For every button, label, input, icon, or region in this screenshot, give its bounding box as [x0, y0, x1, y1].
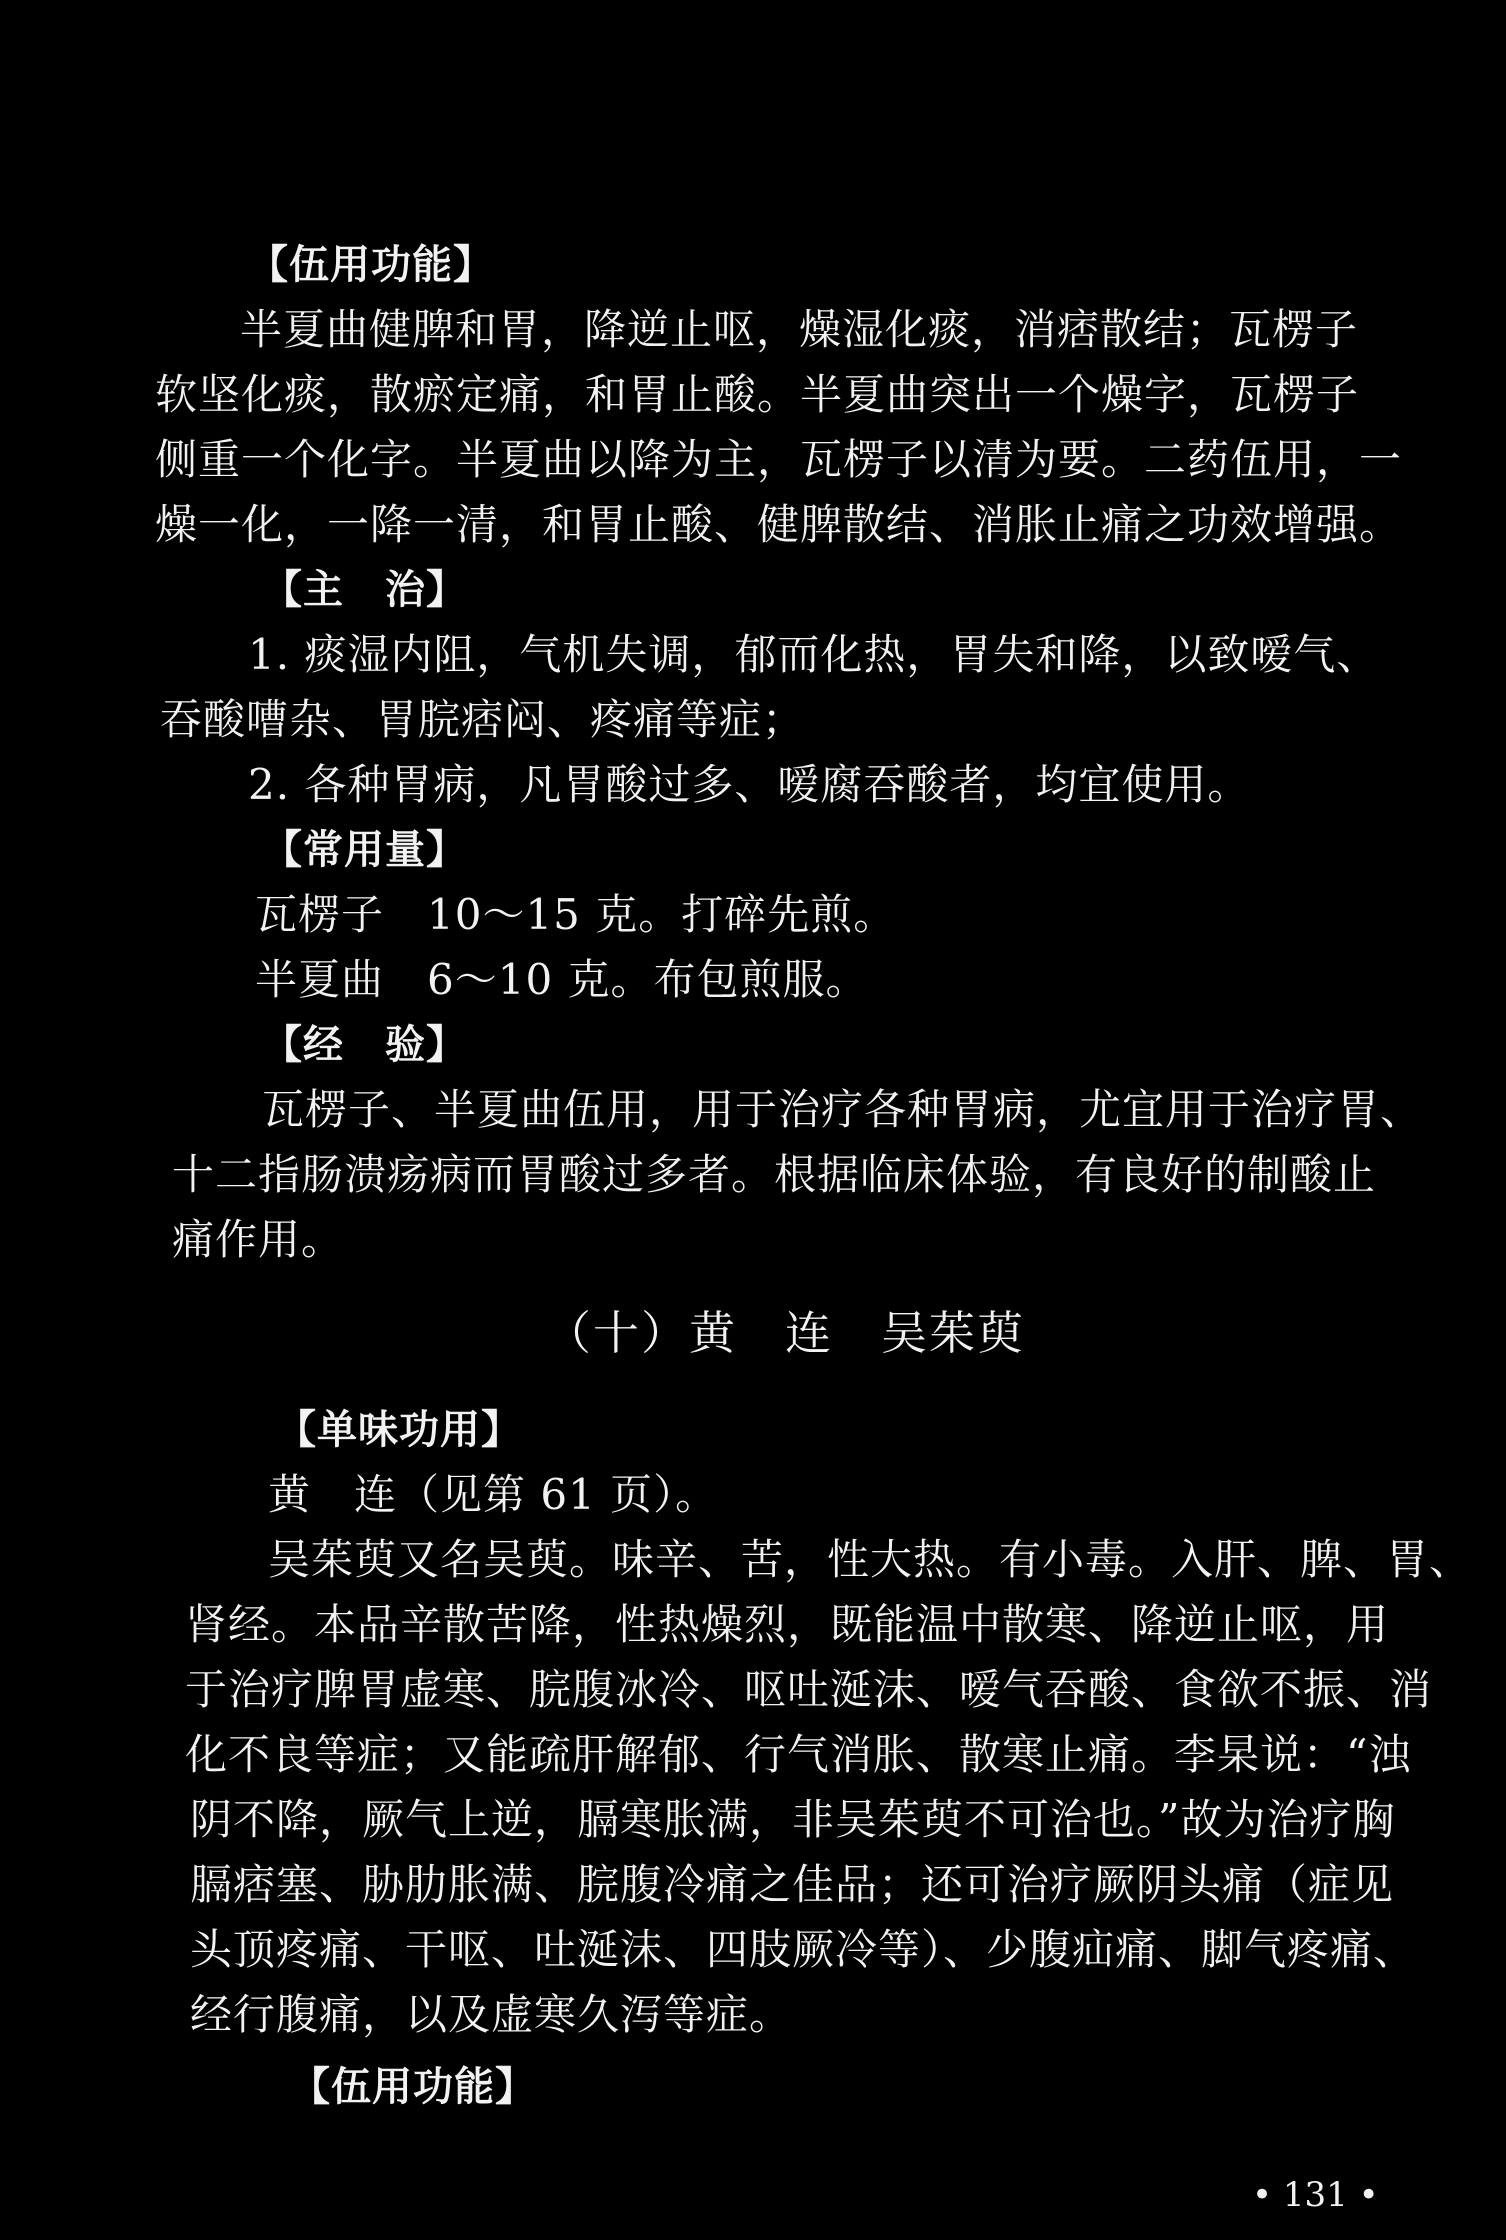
- text-line: 燥一化，一降一清，和胃止酸、健脾散结、消胀止痛之功效增强。: [155, 500, 1403, 549]
- text-line: 头顶疼痛、干呕、吐涎沫、四肢厥冷等）、少腹疝痛、脚气疼痛、: [190, 1925, 1417, 1974]
- heading-combined-function: 【伍用功能】: [290, 2064, 536, 2110]
- text-line: 痛作用。: [172, 1215, 345, 1264]
- text-line: 黄 连（见第 61 页）。: [268, 1470, 719, 1519]
- text-line: 经行腹痛，以及虚寒久泻等症。: [190, 1990, 793, 2039]
- text-line: 吴茱萸又名吴萸。味辛、苦，性大热。有小毒。入肝、脾、胃、: [268, 1535, 1473, 1584]
- text-line: 吞酸嘈杂、胃脘痞闷、疼痛等症；: [160, 695, 806, 744]
- text-line: 2. 各种胃病，凡胃酸过多、嗳腐吞酸者，均宜使用。: [248, 760, 1251, 809]
- text-line: 十二指肠溃疡病而胃酸过多者。根据临床体验，有良好的制酸止: [172, 1150, 1377, 1199]
- section-title: （十）黄 连 吴茱萸: [545, 1306, 1025, 1360]
- text-line: 阴不降，厥气上逆，膈寒胀满，非吴茱萸不可治也。”故为治疗胸: [190, 1795, 1396, 1844]
- text-line: 膈痞塞、胁肋胀满、脘腹冷痛之佳品；还可治疗厥阴头痛（症见: [190, 1860, 1395, 1909]
- dosage-line: 半夏曲 6～10 克。布包煎服。: [255, 955, 869, 1004]
- text-line: 化不良等症；又能疏肝解郁、行气消胀、散寒止痛。李杲说：“浊: [185, 1730, 1412, 1779]
- text-line: 软坚化痰，散瘀定痛，和胃止酸。半夏曲突出一个燥字，瓦楞子: [155, 370, 1360, 419]
- heading-combined-function: 【伍用功能】: [248, 242, 494, 288]
- text-line: 瓦楞子、半夏曲伍用，用于治疗各种胃病，尤宜用于治疗胃、: [262, 1085, 1424, 1134]
- text-line: 肾经。本品辛散苦降，性热燥烈，既能温中散寒、降逆止呕，用: [185, 1600, 1390, 1649]
- page-number: • 131 •: [1252, 2175, 1379, 2215]
- dosage-line: 瓦楞子 10～15 克。打碎先煎。: [255, 890, 897, 939]
- text-line: 1. 痰湿内阻，气机失调，郁而化热，胃失和降，以致嗳气、: [248, 630, 1380, 679]
- heading-dosage: 【常用量】: [262, 827, 467, 873]
- text-line: 侧重一个化字。半夏曲以降为主，瓦楞子以清为要。二药伍用，一: [155, 435, 1403, 484]
- text-line: 半夏曲健脾和胃，降逆止呕，燥湿化痰，消痞散结；瓦楞子: [240, 305, 1359, 354]
- heading-single-herb-function: 【单味功用】: [276, 1407, 522, 1453]
- text-line: 于治疗脾胃虚寒、脘腹冰冷、呕吐涎沫、嗳气吞酸、食欲不振、消: [185, 1665, 1433, 1714]
- heading-indications: 【主 治】: [262, 567, 467, 613]
- heading-experience: 【经 验】: [262, 1022, 467, 1068]
